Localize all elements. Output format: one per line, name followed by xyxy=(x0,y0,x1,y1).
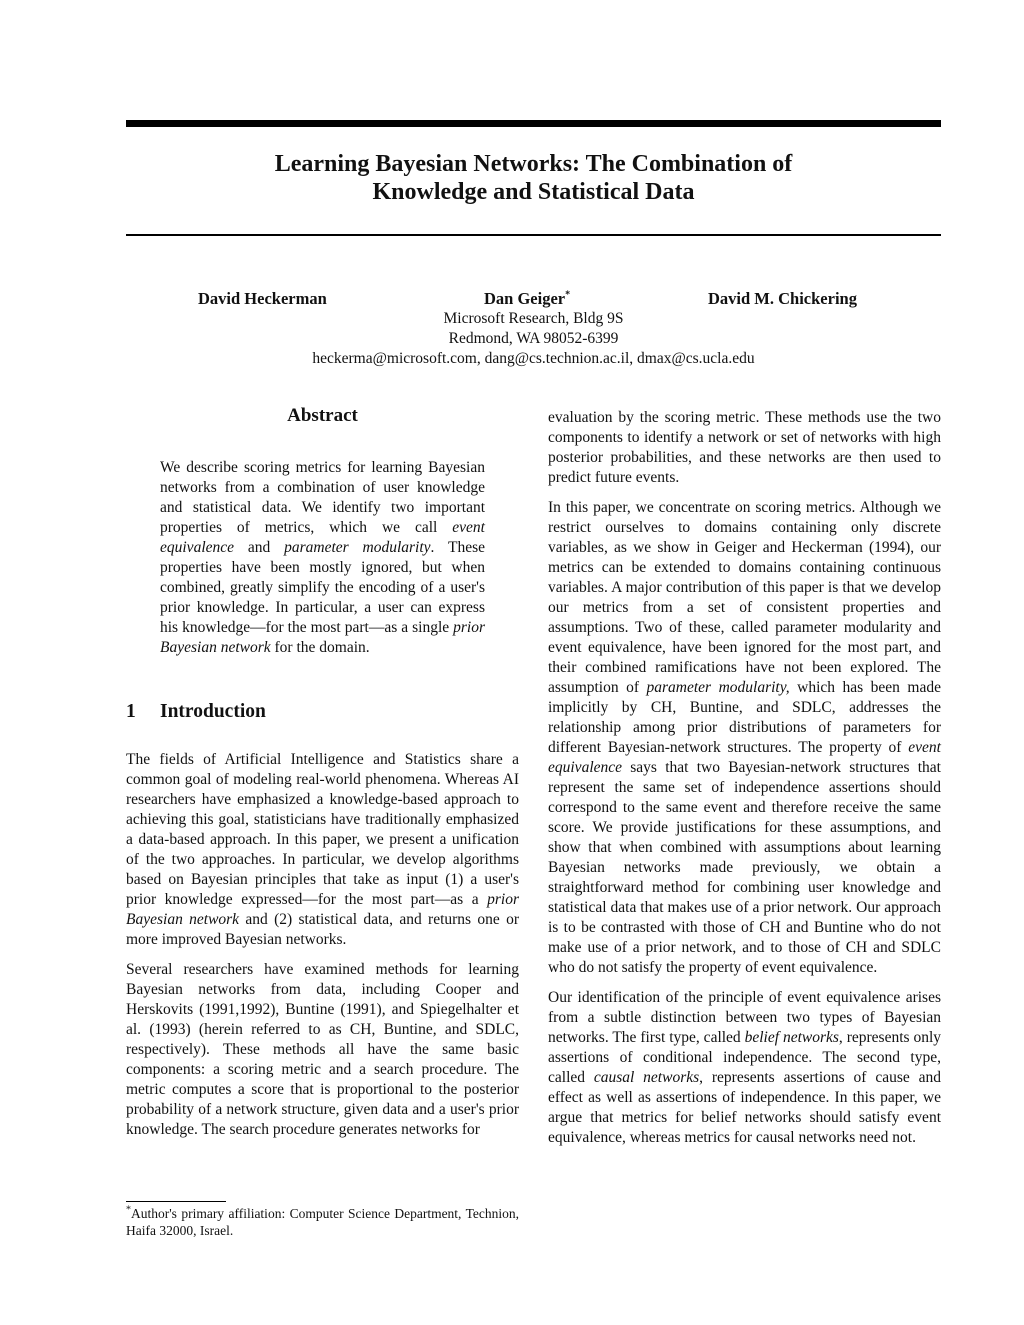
section-heading-introduction xyxy=(126,700,519,724)
paper-title xyxy=(126,150,941,206)
abstract-text-4: for the domain. xyxy=(270,639,370,656)
title-line-2: Knowledge and Statistical Data xyxy=(372,179,695,205)
intro-paragraph-2: Several researchers have examined methods for learning Bayesian networks from data, including Cooper and Herskovits (1991,1992), Buntine (1991), and Spiegelhalter et al. (1993) (herein referred to as CH, Buntine, and SDLC, respectively). These methods all have the same basic components: a scoring metric and a search procedure. The metric computes a score that is proportional to the posterior probability of a network structure, given data and a user's prior knowledge. The search procedure generates networks for xyxy=(126,961,519,1138)
right-p2-emph-event-equivalence: event equivalence xyxy=(548,739,941,776)
abstract-text-1: We describe scoring metrics for learning Bayesian networks from a combination of user knowledge and statistical data. We identify two important properties of metrics, which we call xyxy=(160,459,485,536)
right-p3-text-2: , represents only assertions of conditional independence. The second type, called xyxy=(548,1029,942,1086)
right-p3-text-1: Our identification of the principle of event equivalence arises from a subtle distinction between two types of Bayesian networks. The first type, called xyxy=(548,989,941,1046)
footnote xyxy=(126,1205,519,1239)
section-title: Introduction xyxy=(160,701,266,722)
right-column xyxy=(548,408,941,1158)
author-heckerman: David Heckerman xyxy=(198,289,327,308)
footnote-text: Author's primary affiliation: Computer Science Department, Technion, Haifa 32000, Israel. xyxy=(126,1206,519,1238)
right-p3-emph-belief-networks: belief networks xyxy=(744,1029,839,1046)
right-p2-text-2: which has been made implicitly by CH, Buntine, and SDLC, addresses the relationship among prior distributions of parameters for different Bayesian-network structures. The property of xyxy=(548,679,941,756)
right-paragraph-2 xyxy=(548,498,941,978)
right-p2-emph-parameter-modularity: parameter modularity, xyxy=(646,679,790,696)
intro-p1-text-1: The fields of Artificial Intelligence and Statistics share a common goal of modeling real-world phenomena. Whereas AI researchers have emphasized a knowledge-based approach to achieving this goal, statisticians have traditionally emphasized a data-based approach. In this paper, we present a unification of the two approaches. In particular, we develop algorithms based on Bayesian principles that take as input (1) a user's prior knowledge expressed—for the most part—as a xyxy=(126,751,519,908)
right-p2-text-3: says that two Bayesian-network structures that represent the same set of independence assertions should correspond to the same event and therefore receive the same score. We provide justifications for these assumptions, and show that when combined with assumptions about learning Bayesian networks made previously, we obtain a straightforward method for combining user knowledge and statistical data that makes use of a prior network. Our approach is to be contrasted with those of CH and Buntine who do not make use of a prior network, and to those of CH and SDLC who do not satisfy the property of event equivalence. xyxy=(548,759,941,976)
footnote-rule xyxy=(126,1201,226,1202)
footnote-mark: * xyxy=(126,1204,131,1216)
abstract-text-2: and xyxy=(234,539,285,556)
author-chickering: David M. Chickering xyxy=(708,289,857,308)
intro-p1-text-2: and (2) statistical data, and returns one or more improved Bayesian networks. xyxy=(126,911,519,948)
author-geiger-name: Dan Geiger xyxy=(484,289,566,308)
affiliation-org: Microsoft Research, Bldg 9S xyxy=(443,310,624,327)
right-p3-emph-causal-networks: causal networks xyxy=(593,1069,700,1086)
title-rule-bottom xyxy=(126,234,941,236)
abstract-body xyxy=(160,458,485,658)
affiliation xyxy=(126,309,941,369)
abstract-emph-parameter-modularity: parameter modularity xyxy=(284,539,431,556)
intro-paragraph-1 xyxy=(126,750,519,950)
right-p3-text-3: , represents assertions of cause and effect as well as assertions of independence. In this paper, we argue that metrics for belief networks should satisfy event equivalence, whereas metrics for causal networks need not. xyxy=(548,1069,941,1146)
abstract-emph-prior-network: prior Bayesian network xyxy=(160,619,485,656)
right-paragraph-3 xyxy=(548,988,941,1148)
affiliation-address: Redmond, WA 98052-6399 xyxy=(448,330,619,347)
right-paragraph-1: evaluation by the scoring metric. These methods use the two components to identify a network or set of networks with high posterior probabilities, and these networks are then used to predict future events. xyxy=(548,409,941,486)
title-line-1: Learning Bayesian Networks: The Combination of xyxy=(274,151,793,177)
section-number: 1 xyxy=(126,701,136,722)
intro-p1-emph: prior Bayesian network xyxy=(126,891,519,928)
abstract-heading: Abstract xyxy=(287,405,358,426)
author-list xyxy=(126,289,941,311)
title-rule-top xyxy=(126,120,941,127)
right-p2-text-1: In this paper, we concentrate on scoring metrics. Although we restrict ourselves to domains containing only discrete variables, as we show in Geiger and Heckerman (1994), our metrics can be extended to domains containing continuous variables. A major contribution of this paper is that we develop our metrics from a set of consistent properties and assumptions. Two of these, called parameter modularity and event equivalence, have been ignored for the most part, and their combined ramifications have not been explored. The assumption of xyxy=(548,499,941,696)
abstract-emph-event-equivalence: event equivalence xyxy=(160,519,485,556)
author-footnote-mark: * xyxy=(565,289,571,301)
author-geiger xyxy=(484,289,570,309)
affiliation-emails: heckerma@microsoft.com, dang@cs.technion.ac.il, dmax@cs.ucla.edu xyxy=(312,350,755,367)
abstract-text-3: . These properties have been mostly ignored, but when combined, greatly simplify the encoding of a user's prior knowledge. In particular, a user can express his knowledge—for the most part—as a single xyxy=(160,539,485,636)
left-column xyxy=(126,404,519,1150)
